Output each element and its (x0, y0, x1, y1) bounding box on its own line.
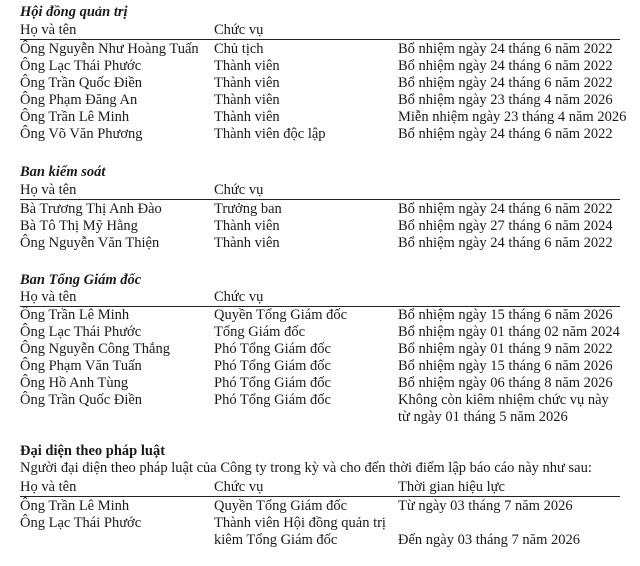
board-section-title: Hội đồng quản trị (20, 4, 128, 20)
member-position: Phó Tổng Giám đốc (214, 358, 331, 374)
management-header-row (20, 289, 620, 307)
member-position: Phó Tổng Giám đốc (214, 392, 331, 408)
management-section-title: Ban Tổng Giám đốc (20, 272, 142, 288)
table-row (20, 41, 620, 58)
member-position: Thành viên (214, 92, 280, 108)
header-name: Họ và tên (20, 182, 77, 198)
member-name: Ông Lạc Thái Phước (20, 324, 142, 340)
legal-header-row (20, 479, 620, 497)
member-position: Thành viên (214, 75, 280, 91)
supervisory-section-title: Ban kiểm soát (20, 164, 106, 180)
member-name: Ông Trần Lê Minh (20, 498, 130, 514)
member-position: Tổng Giám đốc (214, 324, 306, 340)
member-note-line: Không còn kiêm nhiệm chức vụ này (398, 392, 609, 408)
header-name: Họ và tên (20, 479, 77, 495)
member-validity: Từ ngày 03 tháng 7 năm 2026 (398, 498, 573, 514)
member-name: Bà Tô Thị Mỹ Hằng (20, 218, 138, 234)
table-row (20, 358, 620, 375)
header-position: Chức vụ (214, 289, 264, 305)
table-row (20, 92, 620, 109)
header-position: Chức vụ (214, 22, 264, 38)
member-note: Bổ nhiệm ngày 24 tháng 6 năm 2022 (398, 75, 613, 91)
member-position: Trưởng ban (214, 201, 282, 217)
member-name: Ông Nguyễn Như Hoàng Tuấn (20, 41, 199, 57)
member-note (398, 392, 609, 426)
member-note: Bổ nhiệm ngày 24 tháng 6 năm 2022 (398, 235, 613, 251)
table-row (20, 235, 620, 252)
member-note: Bổ nhiệm ngày 24 tháng 6 năm 2022 (398, 126, 613, 142)
member-position (214, 515, 386, 549)
member-position: Thành viên (214, 218, 280, 234)
member-position: Thành viên (214, 109, 280, 125)
member-note: Miễn nhiệm ngày 23 tháng 4 năm 2026 (398, 109, 627, 125)
board-header-row (20, 22, 620, 40)
member-name: Bà Trương Thị Anh Đào (20, 201, 162, 217)
table-row (20, 375, 620, 392)
member-name: Ông Võ Văn Phương (20, 126, 143, 142)
table-row (20, 201, 620, 218)
member-note: Bổ nhiệm ngày 06 tháng 8 năm 2026 (398, 375, 613, 391)
member-note: Bổ nhiệm ngày 27 tháng 6 năm 2024 (398, 218, 613, 234)
member-name: Ông Trần Lê Minh (20, 307, 130, 323)
member-position: Quyền Tổng Giám đốc (214, 307, 348, 323)
member-note: Bổ nhiệm ngày 24 tháng 6 năm 2022 (398, 41, 613, 57)
table-row (20, 75, 620, 92)
member-name: Ông Lạc Thái Phước (20, 515, 142, 531)
table-row (20, 109, 627, 126)
legal-intro-text: Người đại diện theo pháp luật của Công ty trong kỳ và cho đến thời điểm lập báo cáo này như sau: (20, 460, 592, 476)
table-row (20, 58, 620, 75)
member-name: Ông Hồ Anh Tùng (20, 375, 129, 391)
member-position: Thành viên (214, 235, 280, 251)
member-position: Thành viên (214, 58, 280, 74)
header-name: Họ và tên (20, 289, 77, 305)
table-row (20, 498, 620, 515)
member-name: Ông Phạm Văn Tuấn (20, 358, 142, 374)
supervisory-header-row (20, 182, 620, 200)
header-position: Chức vụ (214, 479, 264, 495)
member-name: Ông Trần Quốc Điền (20, 392, 143, 408)
member-position-line: Thành viên Hội đồng quản trị (214, 515, 386, 531)
member-note: Bổ nhiệm ngày 15 tháng 6 năm 2026 (398, 307, 613, 323)
member-position-line: kiêm Tổng Giám đốc (214, 532, 338, 548)
member-note: Bổ nhiệm ngày 24 tháng 6 năm 2022 (398, 58, 613, 74)
table-row (20, 324, 620, 341)
table-row (20, 515, 620, 549)
member-position: Phó Tổng Giám đốc (214, 375, 331, 391)
member-name: Ông Phạm Đăng An (20, 92, 138, 108)
table-row (20, 341, 620, 358)
member-name: Ông Nguyễn Công Thắng (20, 341, 170, 357)
table-row (20, 218, 620, 235)
member-name: Ông Nguyễn Văn Thiện (20, 235, 160, 251)
legal-section-title: Đại diện theo pháp luật (20, 443, 166, 459)
table-row (20, 126, 620, 143)
member-position: Phó Tổng Giám đốc (214, 341, 331, 357)
member-note-line: từ ngày 01 tháng 5 năm 2026 (398, 409, 568, 425)
member-name: Ông Lạc Thái Phước (20, 58, 142, 74)
member-note: Bổ nhiệm ngày 23 tháng 4 năm 2026 (398, 92, 613, 108)
member-name: Ông Trần Lê Minh (20, 109, 130, 125)
header-name: Họ và tên (20, 22, 77, 38)
member-note: Bổ nhiệm ngày 15 tháng 6 năm 2026 (398, 358, 613, 374)
table-row (20, 392, 620, 425)
member-note: Bổ nhiệm ngày 24 tháng 6 năm 2022 (398, 201, 613, 217)
table-row (20, 307, 620, 324)
header-validity: Thời gian hiệu lực (398, 479, 505, 495)
member-position: Chủ tịch (214, 41, 264, 57)
member-name: Ông Trần Quốc Điền (20, 75, 143, 91)
header-position: Chức vụ (214, 182, 264, 198)
member-note: Bổ nhiệm ngày 01 tháng 9 năm 2022 (398, 341, 613, 357)
member-note: Bổ nhiệm ngày 01 tháng 02 năm 2024 (398, 324, 620, 340)
member-position: Thành viên độc lập (214, 126, 326, 142)
member-validity: Đến ngày 03 tháng 7 năm 2026 (398, 532, 581, 548)
member-position: Quyền Tổng Giám đốc (214, 498, 348, 514)
